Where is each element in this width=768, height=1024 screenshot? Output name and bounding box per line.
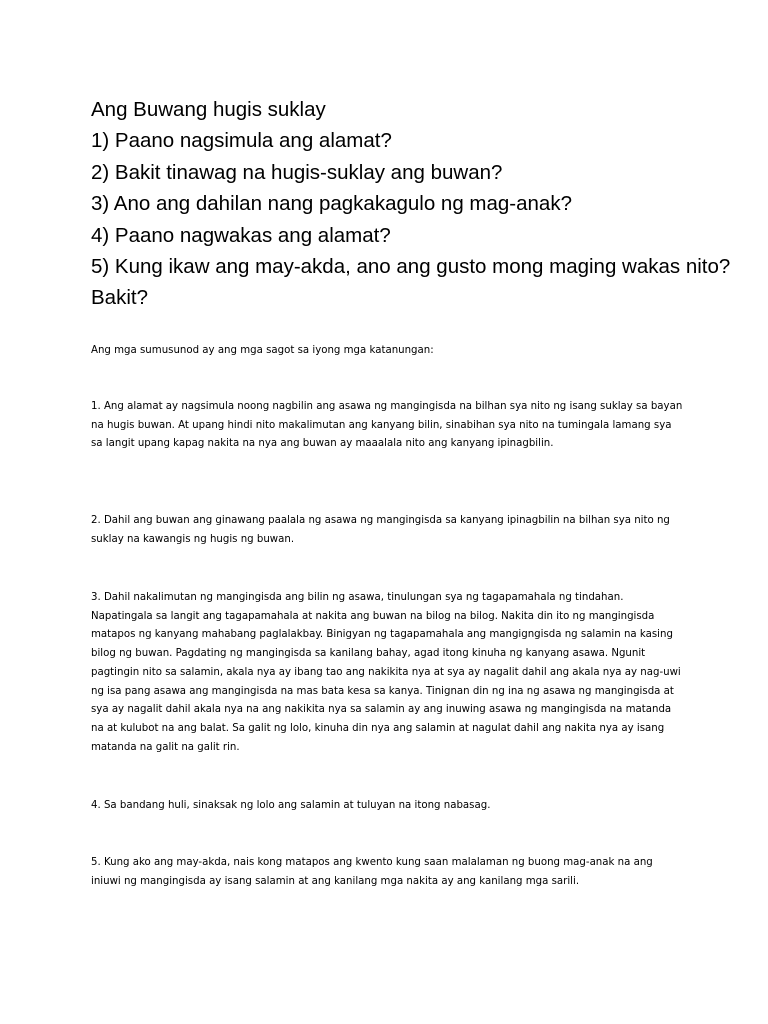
question-5: 5) Kung ikaw ang may-akda, ano ang gusto mong maging wakas nito? Bakit? xyxy=(91,255,731,310)
question-3: 3) Ano ang dahilan nang pagkakagulo ng mag-anak? xyxy=(91,192,572,216)
answers-block xyxy=(91,342,685,887)
questions-block xyxy=(91,94,731,314)
answer-1: 1. Ang alamat ay nagsimula noong nagbilin ang asawa ng mangingisda na bilhan sya nito ng isang suklay sa bayan na hugis buwan. At upang hindi nito makalimutan ang kanyang bilin, sinabihan sya nito na tumingala lamang sya sa langit upang kapag nakita na nya ang buwan ay maaalala nito ang kanyang ipinagbilin. xyxy=(91,401,683,450)
answer-2: 2. Dahil ang buwan ang ginawang paalala ng asawa ng mangingisda sa kanyang ipinagbilin na bilhan sya nito ng suklay na kawangis ng hugis ng buwan. xyxy=(91,515,670,545)
document-title: Ang Buwang hugis suklay xyxy=(91,98,326,121)
answers-intro: Ang mga sumusunod ay ang mga sagot sa iyong mga katanungan: xyxy=(91,345,434,356)
answer-4: 4. Sa bandang huli, sinaksak ng lolo ang salamin at tuluyan na itong nabasag. xyxy=(91,800,491,811)
question-4: 4) Paano nagwakas ang alamat? xyxy=(91,223,391,247)
answer-3: 3. Dahil nakalimutan ng mangingisda ang bilin ng asawa, tinulungan sya ng tagapamahala ng tindahan. Napatingala sa langit ang tagapamahala at nakita ang buwan na bilog na bilog. Nakita din ito ng mangingisda matapos ng kanyang mahabang paglalakbay. Binigyan ng tagapamahala ang mangigngisda ng salamin na kasing bilog ng buwan. Pagdating ng mangingisda sa kanilang bahay, agad itong kinuha ng kanyang asawa. Ngunit pagtingin nito sa salamin, akala nya ay ibang tao ang nakikita nya at sya ay nagalit dahil ang akala nya ay nag-uwi ng isa pang asawa ang mangingisda na mas bata kesa sa kanya. Tinignan din ng ina ng asawa ng mangingisda at sya ay nagalit dahil akala nya na ang nakikita nya sa salamin ay ang inuwing asawa ng mangingisda na matanda na at kulubot na ang balat. Sa galit ng lolo, kinuha din nya ang salamin at nagulat dahil ang nakita nya ay isang matanda na galit na galit rin. xyxy=(91,592,681,753)
question-2: 2) Bakit tinawag na hugis-suklay ang buwan? xyxy=(91,160,503,184)
question-1: 1) Paano nagsimula ang alamat? xyxy=(91,129,392,153)
answer-5: 5. Kung ako ang may-akda, nais kong matapos ang kwento kung saan malalaman ng buong mag-anak na ang iniuwi ng mangingisda ay isang salamin at ang kanilang mga nakita ay ang kanilang mga sarili. xyxy=(91,857,653,887)
